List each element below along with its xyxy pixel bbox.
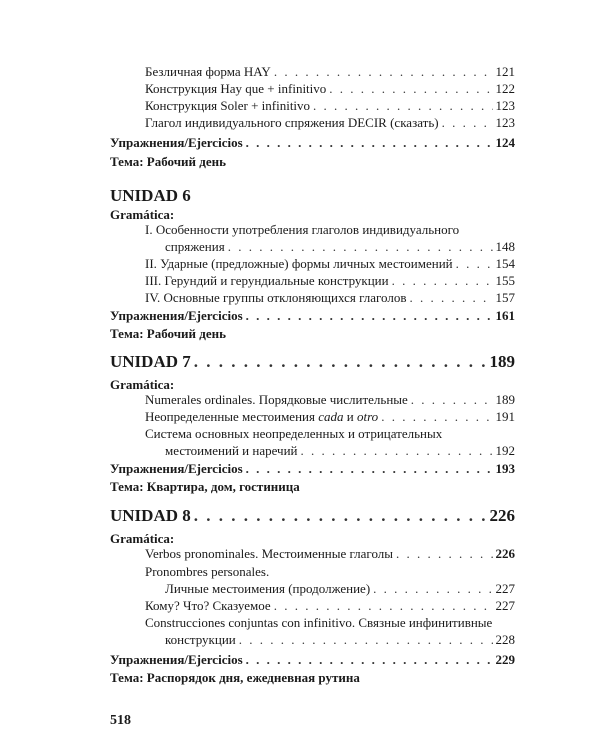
leader-dots xyxy=(442,114,493,132)
toc-entry-text: Глагол индивидуального спряжения DECIR (сказать) xyxy=(145,115,439,130)
leader-dots xyxy=(329,80,492,98)
leader-dots xyxy=(246,460,493,478)
toc-entry-page: 123 xyxy=(495,115,515,130)
toc-entry xyxy=(145,545,515,563)
toc-entry-text: Verbos pronominales. Местоименные глаголы xyxy=(145,546,393,561)
toc-entry-text: Pronombres personales. xyxy=(145,564,270,579)
leader-dots xyxy=(194,507,487,525)
grammar-heading: Gramática: xyxy=(110,207,175,222)
exercises-label: Упражнения/Ejercicios xyxy=(110,652,243,667)
toc-entry-text: Numerales ordinales. Порядковые числительные xyxy=(145,392,408,407)
exercises-entry xyxy=(110,134,515,152)
theme-line: Тема: Рабочий день xyxy=(110,326,226,341)
toc-entry-text: местоимений и наречий xyxy=(165,443,298,458)
toc-entry-page: 157 xyxy=(495,290,515,305)
toc-entry xyxy=(145,114,515,132)
leader-dots xyxy=(456,255,493,273)
unit-8-page: 226 xyxy=(489,506,515,525)
entry-text-part: и xyxy=(343,409,357,424)
unit-7-page: 189 xyxy=(489,352,515,371)
toc-entry-text: Личные местоимения (продолжение) xyxy=(165,581,371,596)
toc-entry-page: 228 xyxy=(495,632,515,647)
toc-entry-text: Кому? Что? Сказуемое xyxy=(145,598,271,613)
toc-entry-text: Конструкция Hay que + infinitivo xyxy=(145,81,327,96)
leader-dots xyxy=(410,289,493,307)
toc-entry xyxy=(165,631,515,649)
toc-entry xyxy=(145,391,515,409)
exercises-label: Упражнения/Ejercicios xyxy=(110,461,243,476)
leader-dots xyxy=(411,391,493,409)
toc-entry-page: 227 xyxy=(495,598,515,613)
exercises-page: 124 xyxy=(495,135,515,150)
toc-entry-page: 123 xyxy=(495,98,515,113)
toc-entry-text: Система основных неопределенных и отрицательных xyxy=(145,426,443,441)
unit-8-title: UNIDAD 8 xyxy=(110,506,191,525)
theme-line: Тема: Распорядок дня, ежедневная рутина xyxy=(110,670,360,685)
toc-entry-page: 121 xyxy=(495,64,515,79)
toc-entry-text: конструкции xyxy=(165,632,236,647)
toc-entry xyxy=(165,442,515,460)
leader-dots xyxy=(194,353,487,371)
leader-dots xyxy=(381,408,492,426)
leader-dots xyxy=(228,238,493,256)
entry-text-italic: cada xyxy=(318,409,344,424)
leader-dots xyxy=(246,307,493,325)
toc-entry-text: спряжения xyxy=(165,239,225,254)
toc-entry-text xyxy=(145,408,378,426)
toc-entry-text: Безличная форма HAY xyxy=(145,64,271,79)
leader-dots xyxy=(392,272,493,290)
toc-entry-page: 148 xyxy=(495,239,515,254)
unit-8-heading xyxy=(110,507,515,525)
exercises-label: Упражнения/Ejercicios xyxy=(110,135,243,150)
toc-entry-page: 189 xyxy=(495,392,515,407)
exercises-page: 229 xyxy=(495,652,515,667)
exercises-page: 193 xyxy=(495,461,515,476)
toc-entry-text: Construcciones conjuntas con infinitivo. Связные инфинитивные xyxy=(145,615,493,630)
toc-entry-text: I. Особенности употребления глаголов индивидуального xyxy=(145,222,460,237)
exercises-entry xyxy=(110,651,515,669)
toc-entry xyxy=(145,80,515,98)
toc-entry-page: 154 xyxy=(495,256,515,271)
toc-entry xyxy=(145,597,515,615)
page-number: 518 xyxy=(110,713,131,728)
toc-entry xyxy=(145,255,515,273)
exercises-page: 161 xyxy=(495,308,515,323)
toc-entry-page: 122 xyxy=(495,81,515,96)
toc-entry xyxy=(145,272,515,290)
unit-7-title: UNIDAD 7 xyxy=(110,352,191,371)
leader-dots xyxy=(313,97,492,115)
leader-dots xyxy=(246,134,493,152)
leader-dots xyxy=(301,442,493,460)
toc-entry xyxy=(165,580,515,598)
entry-text-part: Неопределенные местоимения xyxy=(145,409,319,424)
toc-entry-page: 226 xyxy=(495,546,515,561)
toc-entry-page: 192 xyxy=(495,443,515,458)
leader-dots xyxy=(274,63,493,81)
toc-entry xyxy=(145,63,515,81)
toc-entry xyxy=(165,238,515,256)
leader-dots xyxy=(274,597,493,615)
toc-entry-text: Конструкция Soler + infinitivo xyxy=(145,98,311,113)
exercises-label: Упражнения/Ejercicios xyxy=(110,308,243,323)
toc-entry-page: 227 xyxy=(495,581,515,596)
leader-dots xyxy=(239,631,493,649)
exercises-entry xyxy=(110,460,515,478)
unit-7-heading xyxy=(110,353,515,371)
toc-entry-text: III. Герундий и герундиальные конструкции xyxy=(145,273,389,288)
grammar-heading: Gramática: xyxy=(110,531,175,546)
theme-line: Тема: Рабочий день xyxy=(110,154,226,169)
toc-entry-text: II. Ударные (предложные) формы личных местоимений xyxy=(145,256,453,271)
grammar-heading: Gramática: xyxy=(110,377,175,392)
entry-text-italic: otro xyxy=(356,409,379,424)
toc-entry xyxy=(145,97,515,115)
leader-dots xyxy=(246,651,493,669)
toc-entry xyxy=(145,408,515,426)
leader-dots xyxy=(373,580,492,598)
unit-6-title: UNIDAD 6 xyxy=(110,186,191,205)
toc-entry-page: 191 xyxy=(495,409,515,424)
toc-entry xyxy=(145,289,515,307)
leader-dots xyxy=(396,545,493,563)
toc-entry-text: IV. Основные группы отклоняющихся глаголов xyxy=(145,290,407,305)
toc-entry-page: 155 xyxy=(495,273,515,288)
exercises-entry xyxy=(110,307,515,325)
theme-line: Тема: Квартира, дом, гостиница xyxy=(110,479,300,494)
